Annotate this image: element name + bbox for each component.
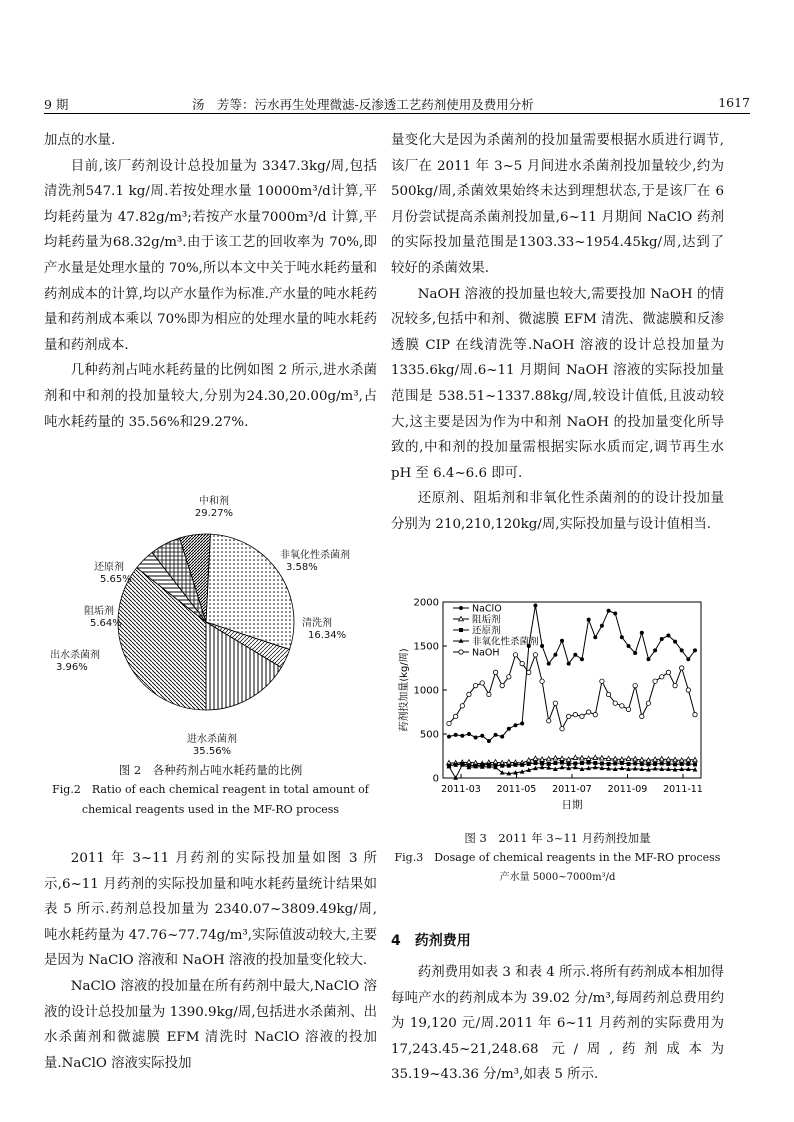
section-heading: 4 药剂费用 [391,933,471,949]
figure-3 [391,590,731,820]
data-point [520,661,524,665]
data-point [520,721,524,725]
data-point [640,631,644,635]
data-point [560,765,565,769]
data-point [693,762,697,766]
caption-en: Fig.3 Dosage of chemical reagents in the MF-RO process [394,851,721,864]
data-point [606,692,610,696]
data-point [653,766,658,770]
data-point [500,735,504,739]
y-tick-label: 0 [432,773,439,785]
data-point [573,653,577,657]
slice-percent-label: 5.65% [100,574,132,585]
data-point [507,675,511,679]
data-point [627,762,631,766]
running-title: 汤 芳等：污水再生处理微滤-反渗透工艺药剂使用及费用分析 [192,97,534,112]
y-tick-label: 1500 [413,641,439,653]
right-column-bottom [391,960,724,1088]
data-point [573,755,578,759]
data-point [619,766,624,770]
data-point [454,733,458,737]
data-point [686,757,691,761]
data-point [627,644,631,648]
data-point [666,762,670,766]
x-axis-label: 日期 [561,799,583,811]
data-point [553,761,557,765]
data-point [533,756,538,760]
data-point [567,762,571,766]
series-line [449,758,695,764]
data-point [473,683,477,687]
figure-3-caption [391,828,724,888]
data-point [480,734,484,738]
data-point [640,714,644,718]
data-point [506,760,511,764]
data-point [620,635,624,639]
slice-percent-label: 29.27% [194,508,234,519]
data-point [686,657,690,661]
data-point [686,688,690,692]
x-tick-label: 2011-11 [663,784,703,795]
data-point [580,657,584,661]
data-point [613,761,617,765]
data-point [507,764,511,768]
data-point [613,701,617,705]
slice-name-label: 出水杀菌剂 [50,650,100,661]
data-point [653,679,657,683]
legend-label: 非氧化性杀菌剂 [472,636,539,648]
data-point [567,662,571,666]
data-point [454,763,458,767]
data-point [527,762,531,766]
slice-name-label: 还原剂 [94,562,124,573]
data-point [600,679,604,683]
data-point [587,618,591,622]
slice-name-label: 中和剂 [199,496,229,507]
data-point [633,651,637,655]
running-header [44,92,750,114]
data-point [593,635,597,639]
data-point [513,723,517,727]
data-point [646,657,650,661]
data-point [680,762,684,766]
left-column-bottom [44,846,377,1076]
data-point [453,714,457,718]
data-point [459,650,463,654]
data-point [586,710,590,714]
data-point [507,727,511,731]
data-point [666,670,670,674]
data-point [480,681,484,685]
paragraph: NaOH 溶液的投加量也较大,需要投加 NaOH 的情况较多,包括中和剂、微滤膜 EFM 清洗、微滤膜和反渗透膜 CIP 在线清洗等.NaOH 溶液的设计总投加量为 1335.6kg/周.6~11 月期间 NaOH 溶液的实际投加量范围是 538.51~1337.88kg/周,较设计值低,且波动较大,这主要是因为作为中和剂 NaOH 的投加量变化所导致的,中和剂的投加量需根据实际水质而定,调节再生水 pH 至 6.4~6.6 即可. [391,286,724,481]
slice-percent-label: 3.96% [56,662,88,673]
paragraph: 量变化大是因为杀菌剂的投加量需要根据水质进行调节,该厂在 2011 年 3~5 月间进水杀菌剂投加量较少,约为 500kg/周,杀菌效果始终未达到理想状态,于是该厂在 6 月份尝试提高杀菌剂投加量,6~11 月期间 NaClO 药剂的实际投加量范围是1303.33~1954.45kg/周,达到了较好的杀菌效果. [391,133,724,276]
data-point [500,764,504,768]
x-tick-label: 2011-05 [496,784,537,795]
slice-percent-label: 3.58% [286,562,318,573]
data-point [533,653,537,657]
data-point [607,762,611,766]
data-point [620,761,624,765]
data-point [593,712,597,716]
issue-number: 9 期 [44,97,69,112]
data-point [547,719,551,723]
data-point [666,633,670,637]
series-line [449,655,695,729]
data-point [593,761,597,765]
caption-cn: 图 3 2011 年 3~11 月药剂投加量 [464,831,651,845]
data-point [540,644,544,648]
y-tick-label: 2000 [413,597,439,609]
data-point [653,648,657,652]
right-column-top [391,128,724,538]
data-point [560,727,564,731]
data-point [513,653,517,657]
legend-label: NaClO [472,603,502,615]
caption-note: 产水量 5000~7000m³/d [499,872,616,883]
data-point [693,648,697,652]
data-point [613,611,617,615]
data-point [600,624,604,628]
data-point [653,762,657,766]
data-point [533,604,537,608]
data-point [660,675,664,679]
data-point [573,765,578,769]
data-point [487,739,491,743]
paragraph: 2011 年 3~11 月药剂的实际投加量如图 3 所示,6~11 月药剂的实际投加量和吨水耗药量统计结果如表 5 所示.药剂总投加量为 2340.07~3809.49kg/周,吨水耗药量为 47.76~77.74g/m³,实际值波动较大,主要是因为 NaClO 溶液和 NaOH 溶液的投加量变化较大. [44,851,377,969]
paragraph: 加点的水量. [44,133,116,148]
data-point [593,755,598,759]
data-point [686,762,690,766]
data-point [533,761,537,765]
data-point [607,609,611,613]
data-point [620,704,624,708]
data-point [587,761,591,765]
paragraph: NaClO 溶液的投加量在所有药剂中最大,NaClO 溶液的设计总投加量为 1390.9kg/周,包括进水杀菌剂、出水杀菌剂和微滤膜 EFM 清洗时 NaClO 溶液的投加量.NaClO 溶液实际投加 [44,978,377,1071]
data-point [593,765,598,769]
figure-2-caption [44,760,377,820]
slice-name-label: 进水杀菌剂 [187,734,237,745]
data-point [580,761,584,765]
slice-name-label: 非氧化性杀菌剂 [280,550,350,561]
left-column-top [44,128,377,435]
x-tick-label: 2011-07 [552,784,592,795]
data-point [640,762,644,766]
data-point [547,662,551,666]
slice-percent-label: 16.34% [308,630,347,641]
pie-chart [44,486,379,756]
data-point [493,670,497,674]
data-point [460,734,464,738]
data-point [459,606,463,610]
slice-percent-label: 5.64% [90,618,122,629]
data-point [553,653,557,657]
data-point [626,707,630,711]
caption-cn: 图 2 各种药剂占吨水耗药量的比例 [118,763,303,777]
y-axis-label: 药剂投加量(kg/周) [399,648,410,732]
y-tick-label: 1000 [413,685,439,697]
x-tick-label: 2011-03 [441,784,481,795]
data-point [447,735,451,739]
page-number: 1617 [718,95,750,110]
data-point [660,637,664,641]
data-point [566,714,570,718]
data-point [633,766,638,770]
legend-label: 阻垢剂 [472,614,501,626]
data-point [693,712,697,716]
data-point [673,683,677,687]
x-tick-label: 2011-09 [607,784,648,795]
legend-label: 还原剂 [472,625,501,637]
caption-en: Fig.2 Ratio of each chemical reagent in total amount of [52,783,369,796]
slice-name-label: 清洗剂 [302,618,332,629]
paragraph: 药剂费用如表 3 和表 4 所示.将所有药剂成本相加得每吨产水的药剂成本为 39.02 分/m³,每周药剂总费用约为 19,120 元/周.2011 年 6~11 月药剂的实际费用为 17,243.45~21,248.68 元/周,药剂成本为 35.19~43.36 分/m³,如表 5 所示. [391,965,724,1083]
legend-label: NaOH [472,647,500,659]
y-tick-label: 500 [419,729,439,741]
series-open-circle [447,653,697,731]
line-chart [391,590,731,820]
data-point [580,714,584,718]
data-point [560,761,564,765]
data-point [540,679,544,683]
paragraph: 还原剂、阻垢剂和非氧化性杀菌剂的的设计投加量分别为 210,210,120kg/周,实际投加量与设计值相当. [391,491,724,532]
data-point [474,736,478,740]
data-point [467,692,471,696]
data-point [673,762,677,766]
data-point [553,701,557,705]
data-point [673,640,677,644]
slice-percent-label: 35.56% [192,746,232,756]
data-point [633,683,637,687]
data-point [459,628,463,632]
data-point [460,704,464,708]
data-point [680,648,684,652]
slice-name-label: 阻垢剂 [84,606,114,617]
data-point [633,761,637,765]
data-point [487,692,491,696]
data-point [467,732,471,736]
data-point [500,683,504,687]
data-point [600,761,604,765]
data-point [660,761,664,765]
figure-2 [44,486,379,756]
data-point [494,733,498,737]
data-point [560,639,564,643]
data-point [680,666,684,670]
data-point [659,756,664,760]
data-point [646,701,650,705]
data-point [646,762,650,766]
data-point [520,763,524,767]
paragraph: 目前,该厂药剂设计总投加量为 3347.3kg/周,包括清洗剂547.1 kg/周.若按处理水量 10000m³/d计算,平均耗药量为 47.82g/m³;若按产水量7000m³/d 计算,平均耗药量为68.32g/m³.由于该工艺的回收率为 70%,即产水量是处理水量的 70%,所以本文中关于吨水耗药量和药剂成本的计算,均以产水量作为标准.产水量的吨水耗药量和药剂成本乘以 70%即为相应的处理水量的吨水耗药量和药剂成本. [44,158,377,353]
data-point [527,670,531,674]
paragraph: 几种药剂占吨水耗药量的比例如图 2 所示,进水杀菌剂和中和剂的投加量较大,分别为24.30,20.00g/m³,占吨水耗药量的 35.56%和29.27%. [44,363,377,430]
caption-en: chemical reagents used in the MF-RO process [81,803,340,816]
data-point [513,763,517,767]
data-point [447,721,451,725]
data-point [573,712,577,716]
